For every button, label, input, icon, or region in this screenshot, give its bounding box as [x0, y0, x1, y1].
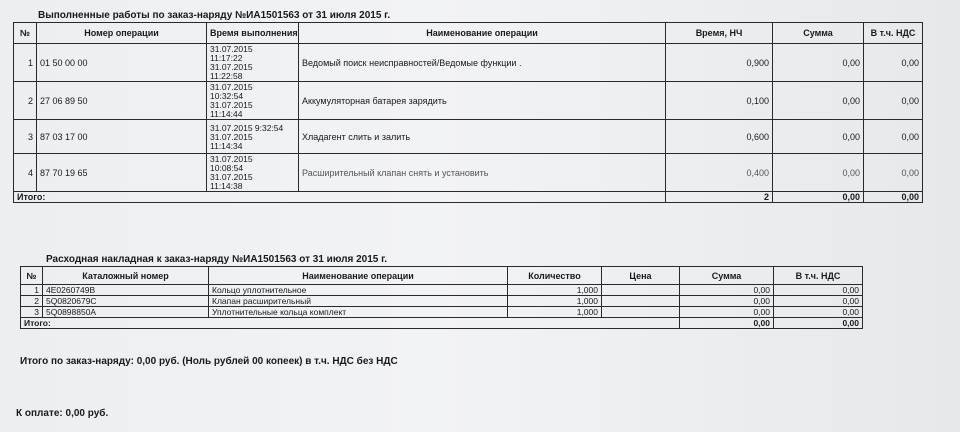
table-row — [14, 44, 923, 82]
table-row — [14, 154, 923, 192]
time-line: 11:22:58 — [210, 71, 243, 81]
time-line: 31.07.2015 — [210, 154, 253, 164]
col-header-catalog-number: Каталожный номер — [43, 267, 209, 285]
invoice-table — [20, 266, 863, 329]
time-line: 31.07.2015 — [210, 44, 253, 54]
item-name: Уплотнительные кольца комплект — [209, 307, 508, 318]
sum: 0,00 — [680, 296, 774, 307]
row-number: 1 — [14, 44, 37, 82]
row-number: 4 — [14, 154, 37, 192]
sum: 0,00 — [773, 154, 864, 192]
operation-code: 87 03 17 00 — [37, 120, 207, 154]
order-summary: Итого по заказ-наряду: 0,00 руб. (Ноль рублей 00 копеек) в т.ч. НДС без НДС — [20, 356, 398, 367]
vat: 0,00 — [864, 120, 923, 154]
col-header-vat: В т.ч. НДС — [864, 23, 923, 44]
catalog-number: 5Q0898850A — [43, 307, 209, 318]
quantity: 1,000 — [508, 307, 602, 318]
vat: 0,00 — [864, 154, 923, 192]
row-number: 1 — [21, 285, 43, 296]
row-number: 2 — [21, 296, 43, 307]
time-cell — [207, 44, 299, 82]
time-cell — [207, 154, 299, 192]
sum: 0,00 — [680, 307, 774, 318]
time-line: 31.07.2015 — [210, 62, 253, 72]
total-vat: 0,00 — [864, 192, 923, 203]
quantity: 1,000 — [508, 285, 602, 296]
time-line: 31.07.2015 — [210, 131, 253, 142]
time-line: 10:08:54 — [210, 163, 244, 173]
time-line: 10:32:54 — [210, 91, 244, 101]
time-line: 31.07.2015 — [210, 82, 253, 92]
catalog-number: 5Q0820679C — [43, 296, 209, 307]
invoice-title: Расходная накладная к заказ-наряду №ИА1501563 от 31 июля 2015 г. — [46, 254, 388, 265]
operation-name: Аккумуляторная батарея зарядить — [299, 82, 666, 120]
col-header-operation-code: Номер операции — [37, 23, 207, 44]
col-header-vat: В т.ч. НДС — [774, 267, 863, 285]
col-header-operation-name: Наименование операции — [299, 23, 666, 44]
col-header-price: Цена — [602, 267, 680, 285]
row-number: 2 — [14, 82, 37, 120]
col-header-operation-name: Наименование операции — [209, 267, 508, 285]
time-line: 31.07.2015 — [210, 172, 253, 182]
time-line: 11:14:34 — [210, 140, 243, 151]
time-line: 31.07.2015 — [210, 100, 253, 110]
operation-code: 01 50 00 00 — [37, 44, 207, 82]
time-line: 11:14:38 — [210, 181, 243, 191]
col-header-sum: Сумма — [773, 23, 864, 44]
table-row — [21, 296, 863, 307]
vat: 0,00 — [774, 285, 863, 296]
col-header-number: № — [21, 267, 43, 285]
col-header-time: Время выполнения — [207, 23, 299, 44]
col-header-sum: Сумма — [680, 267, 774, 285]
total-hours: 2 — [666, 192, 773, 203]
total-label: Итого: — [21, 318, 680, 329]
total-sum: 0,00 — [773, 192, 864, 203]
item-name: Кольцо уплотнительное — [209, 285, 508, 296]
vat: 0,00 — [864, 82, 923, 120]
quantity: 1,000 — [508, 296, 602, 307]
price — [602, 285, 680, 296]
table-row — [21, 307, 863, 318]
vat: 0,00 — [774, 296, 863, 307]
catalog-number: 4E0260749B — [43, 285, 209, 296]
sum: 0,00 — [773, 44, 864, 82]
works-total-row — [14, 192, 923, 203]
total-label: Итого: — [14, 192, 666, 203]
price — [602, 296, 680, 307]
invoice-header-row — [21, 267, 863, 285]
invoice-total-row — [21, 318, 863, 329]
table-row — [14, 120, 923, 154]
hours: 0,400 — [666, 154, 773, 192]
time-line: 31.07.2015 9:32:54 — [210, 122, 284, 133]
col-header-number: № — [14, 23, 37, 44]
table-row — [14, 82, 923, 120]
vat: 0,00 — [774, 307, 863, 318]
col-header-hours: Время, НЧ — [666, 23, 773, 44]
vat: 0,00 — [864, 44, 923, 82]
row-number: 3 — [14, 120, 37, 154]
time-line: 11:17:22 — [210, 53, 243, 63]
row-number: 3 — [21, 307, 43, 318]
time-line: 11:14:44 — [210, 109, 243, 119]
hours: 0,600 — [666, 120, 773, 154]
sum: 0,00 — [680, 285, 774, 296]
time-cell — [207, 82, 299, 120]
price — [602, 307, 680, 318]
total-sum: 0,00 — [680, 318, 774, 329]
works-table — [13, 22, 923, 203]
operation-name: Хладагент слить и залить — [299, 120, 666, 154]
works-title: Выполненные работы по заказ-наряду №ИА1501563 от 31 июля 2015 г. — [38, 10, 391, 21]
hours: 0,100 — [666, 82, 773, 120]
hours: 0,900 — [666, 44, 773, 82]
time-cell — [207, 120, 299, 154]
sum: 0,00 — [773, 82, 864, 120]
operation-code: 27 06 89 50 — [37, 82, 207, 120]
sum: 0,00 — [773, 120, 864, 154]
operation-name: Ведомый поиск неисправностей/Ведомые функции . — [299, 44, 666, 82]
amount-to-pay: К оплате: 0,00 руб. — [16, 408, 109, 419]
total-vat: 0,00 — [774, 318, 863, 329]
works-header-row — [14, 23, 923, 44]
operation-code: 87 70 19 65 — [37, 154, 207, 192]
table-row — [21, 285, 863, 296]
col-header-quantity: Количество — [508, 267, 602, 285]
item-name: Клапан расширительный — [209, 296, 508, 307]
operation-name: Расширительный клапан снять и установить — [299, 154, 666, 192]
